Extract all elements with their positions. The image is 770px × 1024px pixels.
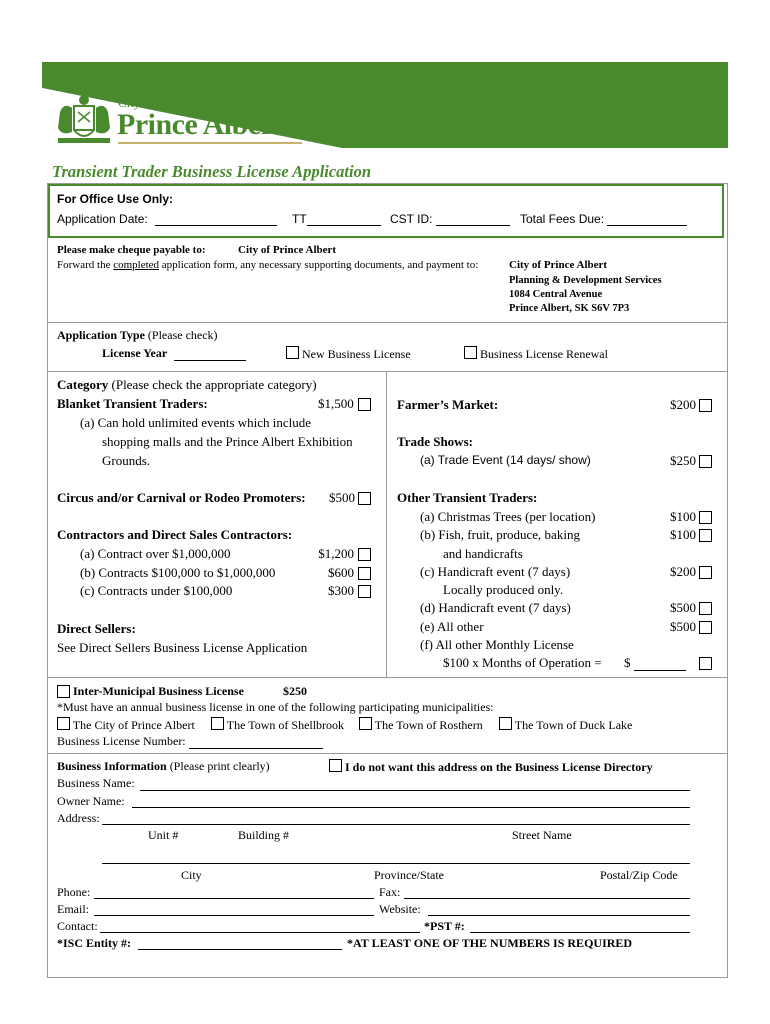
phone-line[interactable] bbox=[94, 898, 374, 899]
business-info-heading: Business Information (Please print clearly) bbox=[57, 759, 270, 773]
cheque-payee: City of Prince Albert bbox=[238, 244, 337, 256]
contractor-c-price: $300 bbox=[328, 583, 354, 598]
city-name: Prince Albert bbox=[117, 108, 283, 141]
blanket-title: Blanket Transient Traders: bbox=[57, 396, 208, 411]
other-item-d-price: $500 bbox=[670, 600, 696, 615]
direct-sellers-title: Direct Sellers: bbox=[57, 621, 136, 636]
municipality-checkbox-1[interactable] bbox=[57, 717, 70, 730]
total-fees-label: Total Fees Due: bbox=[520, 212, 605, 226]
tt-field[interactable] bbox=[292, 212, 381, 226]
blanket-desc-1: (a) Can hold unlimited events which include bbox=[80, 415, 312, 430]
coat-of-arms-icon bbox=[54, 92, 114, 148]
contact-label: Contact: bbox=[57, 919, 98, 933]
contractor-c-checkbox[interactable] bbox=[358, 585, 371, 598]
owner-name-line[interactable] bbox=[132, 807, 690, 808]
other-item-d-label: (d) Handicraft event (7 days) bbox=[420, 600, 571, 615]
municipality-option-2[interactable]: The Town of Shellbrook bbox=[211, 717, 344, 733]
business-name-line[interactable] bbox=[140, 790, 690, 791]
pst-label: *PST #: bbox=[424, 919, 465, 933]
trade-event-checkbox[interactable] bbox=[699, 455, 712, 468]
inter-municipal-title: Inter-Municipal Business License bbox=[73, 684, 244, 698]
renewal-option[interactable]: Business License Renewal bbox=[464, 346, 608, 362]
tt-label: TT bbox=[292, 212, 307, 226]
circus-checkbox[interactable] bbox=[358, 492, 371, 505]
municipality-checkbox-3[interactable] bbox=[359, 717, 372, 730]
fax-line[interactable] bbox=[404, 898, 690, 899]
cst-id-field[interactable] bbox=[390, 212, 510, 226]
municipality-option-1[interactable]: The City of Prince Albert bbox=[57, 717, 195, 733]
inter-municipal-note: *Must have an annual business license in one of the following participating municipalities: bbox=[57, 700, 494, 714]
address-label: Address: bbox=[57, 811, 100, 825]
required-note: *AT LEAST ONE OF THE NUMBERS IS REQUIRED bbox=[347, 936, 633, 950]
license-year-field[interactable] bbox=[102, 346, 246, 361]
other-item-b-price: $100 bbox=[670, 527, 696, 542]
email-label: Email: bbox=[57, 902, 89, 916]
farmers-market-price: $200 bbox=[670, 397, 696, 412]
other-item-c-checkbox[interactable] bbox=[699, 566, 712, 579]
website-line[interactable] bbox=[428, 915, 690, 916]
new-license-checkbox[interactable] bbox=[286, 346, 299, 359]
contractor-a-price: $1,200 bbox=[318, 546, 354, 561]
email-line[interactable] bbox=[94, 915, 374, 916]
divider bbox=[47, 371, 727, 372]
divider bbox=[47, 753, 727, 754]
inter-municipal-price: $250 bbox=[283, 684, 307, 698]
divider bbox=[47, 677, 727, 678]
farmers-market-checkbox[interactable] bbox=[699, 399, 712, 412]
phone-label: Phone: bbox=[57, 885, 91, 899]
building-label: Building # bbox=[238, 828, 290, 842]
direct-sellers-note: See Direct Sellers Business License Application bbox=[57, 640, 308, 655]
contact-line[interactable] bbox=[100, 932, 420, 933]
other-item-c-price: $200 bbox=[670, 564, 696, 579]
other-item-b-checkbox[interactable] bbox=[699, 529, 712, 542]
other-item-a-label: (a) Christmas Trees (per location) bbox=[420, 509, 596, 524]
cst-id-label: CST ID: bbox=[390, 212, 433, 226]
license-number-line[interactable] bbox=[189, 736, 323, 749]
circus-price: $500 bbox=[329, 490, 355, 505]
business-name-label: Business Name: bbox=[57, 776, 135, 790]
mailing-address-line-4: Prince Albert, SK S6V 7P3 bbox=[509, 303, 630, 314]
contractor-c-label: (c) Contracts under $100,000 bbox=[80, 583, 233, 598]
application-type-heading: Application Type (Please check) bbox=[57, 328, 218, 342]
contractors-title: Contractors and Direct Sales Contractors: bbox=[57, 527, 293, 542]
municipality-checkbox-4[interactable] bbox=[499, 717, 512, 730]
isc-label: *ISC Entity #: bbox=[57, 936, 132, 950]
cheque-label: Please make cheque payable to: bbox=[57, 244, 206, 256]
no-directory-option[interactable]: I do not want this address on the Business License Directory bbox=[329, 759, 653, 775]
city-line[interactable] bbox=[102, 863, 690, 864]
circus-title: Circus and/or Carnival or Rodeo Promoters: bbox=[57, 490, 306, 505]
fax-label: Fax: bbox=[379, 885, 401, 899]
street-label: Street Name bbox=[512, 828, 572, 842]
unit-label: Unit # bbox=[148, 828, 179, 842]
owner-name-label: Owner Name: bbox=[57, 794, 125, 808]
municipality-checkbox-2[interactable] bbox=[211, 717, 224, 730]
application-date-label: Application Date: bbox=[57, 212, 148, 226]
total-fees-line[interactable] bbox=[607, 225, 687, 226]
tt-line[interactable] bbox=[307, 225, 381, 226]
application-date-field[interactable] bbox=[57, 212, 277, 226]
address-line[interactable] bbox=[102, 824, 690, 825]
contractor-b-price: $600 bbox=[328, 565, 354, 580]
office-use-heading: For Office Use Only: bbox=[57, 192, 174, 206]
license-year-label: License Year bbox=[102, 346, 168, 360]
logo-underline bbox=[118, 142, 302, 144]
website-label: Website: bbox=[379, 902, 421, 916]
other-item-e-label: (e) All other bbox=[420, 619, 484, 634]
contractor-b-label: (b) Contracts $100,000 to $1,000,000 bbox=[80, 565, 276, 580]
forward-instructions: Forward the completed application form, any necessary supporting documents, and payment to: bbox=[57, 259, 479, 271]
city-of-label: City of bbox=[118, 95, 155, 110]
province-label: Province/State bbox=[374, 868, 444, 882]
other-item-a-price: $100 bbox=[670, 509, 696, 524]
license-number-field[interactable] bbox=[57, 734, 323, 749]
blanket-desc-3: Grounds. bbox=[102, 453, 151, 468]
other-traders-title: Other Transient Traders: bbox=[397, 490, 538, 505]
contractor-a-label: (a) Contract over $1,000,000 bbox=[80, 546, 231, 561]
other-item-d-checkbox[interactable] bbox=[699, 602, 712, 615]
inter-municipal-checkbox[interactable] bbox=[57, 685, 70, 698]
monthly-license-checkbox[interactable] bbox=[699, 657, 712, 670]
other-item-a-checkbox[interactable] bbox=[699, 511, 712, 524]
column-divider bbox=[386, 371, 387, 677]
pst-line[interactable] bbox=[470, 932, 690, 933]
contractor-b-checkbox[interactable] bbox=[358, 567, 371, 580]
divider bbox=[47, 322, 727, 323]
contractor-a-checkbox[interactable] bbox=[358, 548, 371, 561]
monthly-calc-label: $100 x Months of Operation = bbox=[443, 655, 602, 670]
trade-event-price: $250 bbox=[670, 453, 696, 468]
trade-event-label: (a) Trade Event (14 days/ show) bbox=[420, 453, 591, 467]
farmers-market-title: Farmer’s Market: bbox=[397, 397, 499, 412]
municipality-option-3[interactable]: The Town of Rosthern bbox=[359, 717, 483, 733]
mailing-address-line-1: City of Prince Albert bbox=[509, 259, 608, 271]
category-heading: Category (Please check the appropriate category) bbox=[57, 377, 317, 392]
city-label: City bbox=[181, 868, 202, 882]
other-item-b-label: (b) Fish, fruit, produce, baking bbox=[420, 527, 580, 542]
other-item-e-checkbox[interactable] bbox=[699, 621, 712, 634]
trade-shows-title: Trade Shows: bbox=[397, 434, 473, 449]
mailing-address-line-2: Planning & Development Services bbox=[509, 275, 662, 286]
blanket-price: $1,500 bbox=[318, 396, 354, 411]
municipality-option-4[interactable]: The Town of Duck Lake bbox=[499, 717, 632, 733]
blanket-desc-2: shopping malls and the Prince Albert Exhibition bbox=[102, 434, 353, 449]
blanket-checkbox[interactable] bbox=[358, 398, 371, 411]
other-item-c-cont: Locally produced only. bbox=[443, 582, 564, 597]
no-directory-checkbox[interactable] bbox=[329, 759, 342, 772]
other-item-f-label: (f) All other Monthly License bbox=[420, 637, 574, 652]
license-number-label: Business License Number: bbox=[57, 734, 186, 748]
isc-line[interactable] bbox=[138, 949, 342, 950]
other-item-b-cont: and handicrafts bbox=[443, 546, 523, 561]
monthly-amount-line[interactable] bbox=[634, 658, 686, 671]
application-date-line[interactable] bbox=[155, 225, 277, 226]
other-item-c-label: (c) Handicraft event (7 days) bbox=[420, 564, 571, 579]
monthly-amount-field[interactable]: $ bbox=[624, 655, 686, 671]
page-title: Transient Trader Business License Application bbox=[52, 162, 372, 181]
total-fees-field[interactable] bbox=[520, 212, 687, 226]
mailing-address-line-3: 1084 Central Avenue bbox=[509, 289, 603, 300]
license-year-line[interactable] bbox=[174, 360, 246, 361]
postal-label: Postal/Zip Code bbox=[600, 868, 678, 882]
new-license-option[interactable]: New Business License bbox=[286, 346, 411, 362]
other-item-e-price: $500 bbox=[670, 619, 696, 634]
cst-id-line[interactable] bbox=[436, 225, 510, 226]
renewal-checkbox[interactable] bbox=[464, 346, 477, 359]
